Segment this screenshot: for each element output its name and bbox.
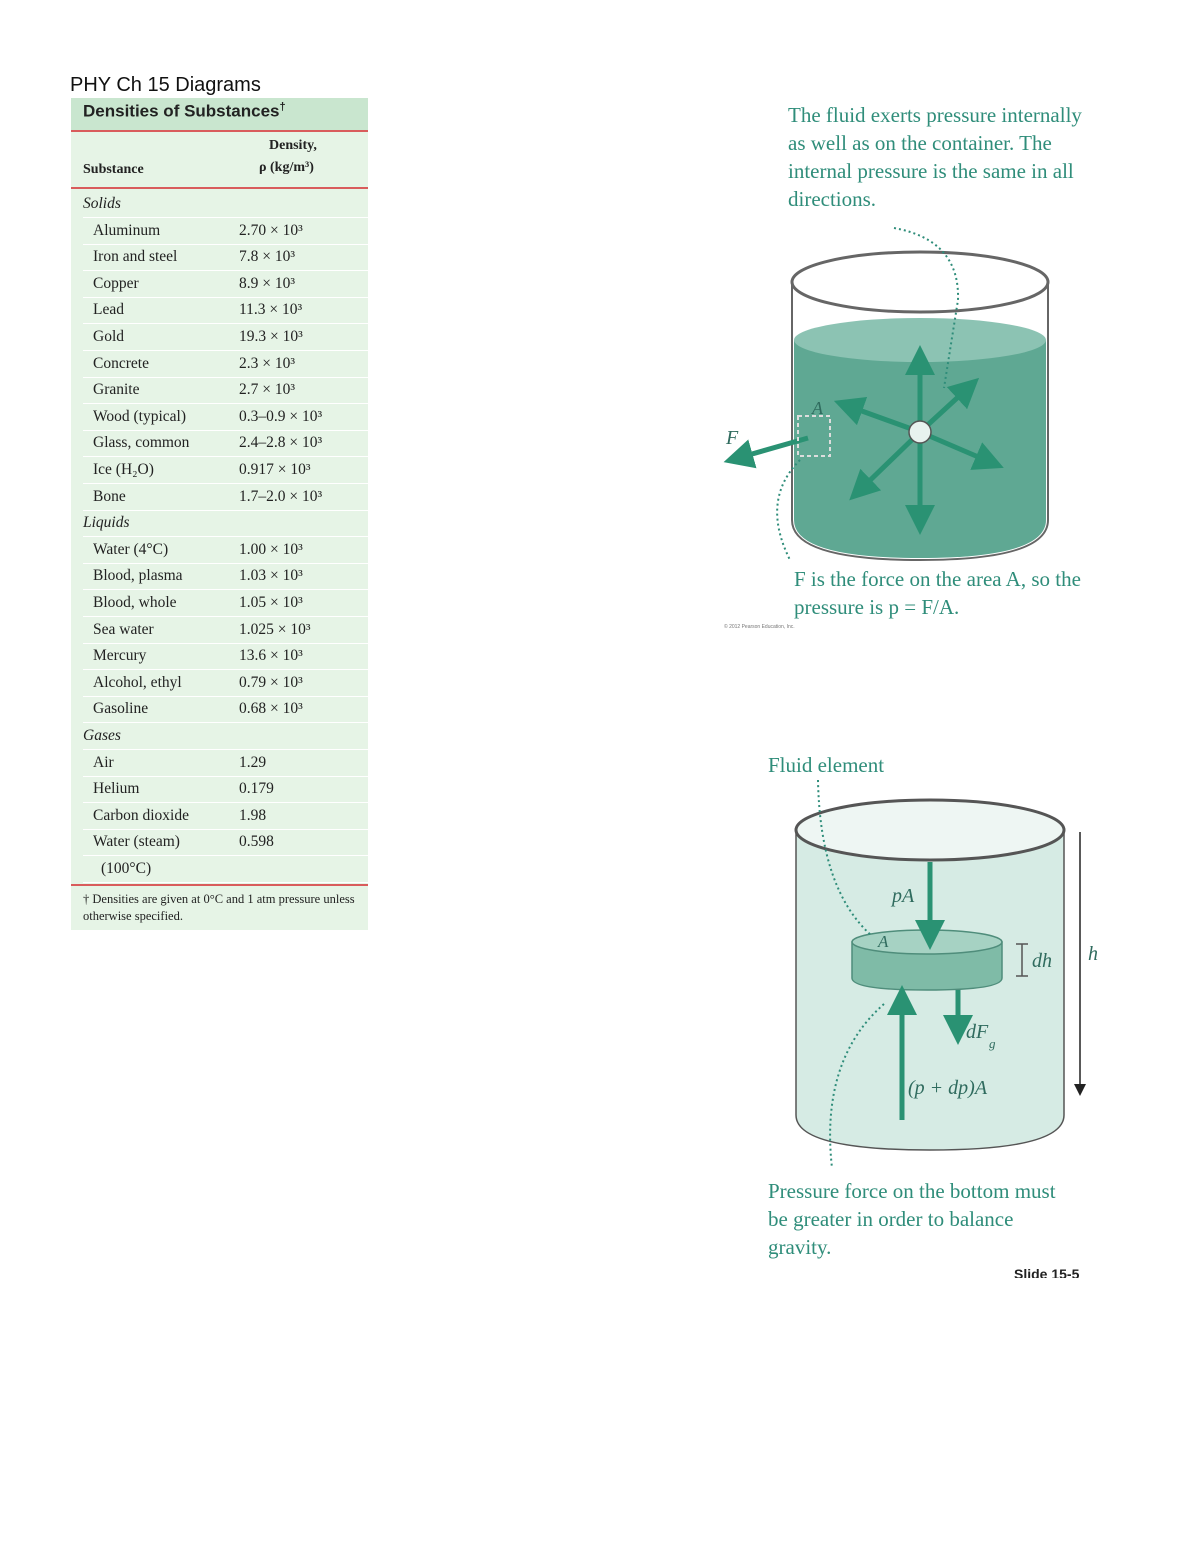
density-value: 11.3 × 10³ (239, 301, 303, 319)
substance-name: Bone (93, 487, 126, 505)
density-value: 0.179 (239, 780, 274, 798)
table-title: Densities of Substances† (83, 101, 286, 121)
fig1-copyright: © 2012 Pearson Education, Inc. (724, 624, 795, 630)
substance-name: Blood, plasma (93, 567, 183, 585)
substance-name: Gold (93, 328, 124, 345)
density-value: 1.05 × 10³ (239, 594, 303, 611)
fig2-label-bottom-force: (p + dp)A (908, 1077, 988, 1099)
slide-number: Slide 15-5 (1014, 1266, 1080, 1278)
density-value: 0.79 × 10³ (239, 673, 303, 691)
density-header-2: ρ (kg/m³) (259, 160, 314, 175)
density-value: 2.70 × 10³ (239, 221, 303, 239)
substance-name: Gases (83, 727, 121, 744)
substance-name: Iron and steel (93, 248, 178, 266)
substance-name: Mercury (93, 647, 147, 665)
substance-name: Solids (83, 195, 121, 212)
density-value: 1.7–2.0 × 10³ (239, 487, 323, 505)
density-value: 0.598 (239, 833, 274, 851)
fig2-label-h: h (1088, 943, 1098, 965)
fig1-caption-bottom: F is the force on the area A, so the pressure is p = F/A. (794, 567, 1081, 619)
fig2-label-A: A (878, 932, 889, 951)
fig1-fluid-particle (909, 421, 931, 443)
table-footnote: † Densities are given at 0°C and 1 atm pressure unless otherwise specified. (83, 892, 355, 923)
substance-name: Lead (93, 301, 124, 319)
document-title: PHY Ch 15 Diagrams (70, 74, 261, 96)
substance-name: Granite (93, 381, 140, 399)
fig2-caption-bottom: Pressure force on the bottom must be greater in order to balance gravity. (768, 1179, 1056, 1259)
substance-name: Ice (H₂O) (93, 461, 154, 478)
fig2-label-dFg: dF (966, 1021, 989, 1043)
substance-name: Carbon dioxide (93, 806, 189, 824)
substance-name: Alcohol, ethyl (93, 673, 182, 691)
density-value: 0.3–0.9 × 10³ (239, 407, 323, 425)
density-value: 2.4–2.8 × 10³ (239, 434, 323, 452)
density-value: 19.3 × 10³ (239, 328, 303, 345)
substance-name: Copper (93, 274, 139, 292)
substance-name: (100°C) (101, 860, 152, 877)
substance-name: Gasoline (93, 700, 149, 718)
density-value: 2.3 × 10³ (239, 354, 296, 372)
density-value: 0.917 × 10³ (239, 461, 311, 478)
substance-name: Concrete (93, 354, 149, 372)
fig2-caption-top: Fluid element (768, 753, 885, 777)
substance-name: Aluminum (93, 221, 161, 239)
substance-name: Wood (typical) (93, 407, 187, 425)
density-value: 1.03 × 10³ (239, 567, 303, 585)
fig2-fluid-element (852, 930, 1002, 990)
density-value: 7.8 × 10³ (239, 248, 296, 266)
density-value: 0.68 × 10³ (239, 700, 303, 718)
fig2-label-pA: pA (892, 885, 915, 907)
density-value: 2.7 × 10³ (239, 381, 296, 399)
substance-name: Air (93, 753, 114, 771)
substance-name: Blood, whole (93, 594, 177, 611)
substance-name: Glass, common (93, 434, 190, 452)
density-value: 13.6 × 10³ (239, 647, 303, 665)
substance-name: Sea water (93, 620, 154, 638)
density-value: 8.9 × 10³ (239, 274, 296, 292)
fig2-label-dh: dh (1032, 950, 1052, 972)
density-value: 1.29 (239, 753, 267, 771)
density-value: 1.025 × 10³ (239, 620, 311, 638)
substance-name: Water (4°C) (93, 540, 169, 558)
density-value: 1.00 × 10³ (239, 540, 303, 558)
density-header-1: Density, (269, 138, 317, 153)
fig1-caption-top: The fluid exerts pressure internally as well as on the container. The internal pressure is the same in all directions. (788, 103, 1082, 211)
substance-name: Liquids (83, 514, 130, 532)
substance-name: Helium (93, 780, 140, 798)
substance-header: Substance (83, 162, 144, 177)
fig1-label-F: F (726, 427, 739, 449)
fig2-label-dFg-sub: g (989, 1036, 996, 1051)
fig1-label-A: A (812, 398, 823, 418)
substance-name: Water (steam) (93, 833, 180, 851)
density-value: 1.98 (239, 806, 267, 824)
